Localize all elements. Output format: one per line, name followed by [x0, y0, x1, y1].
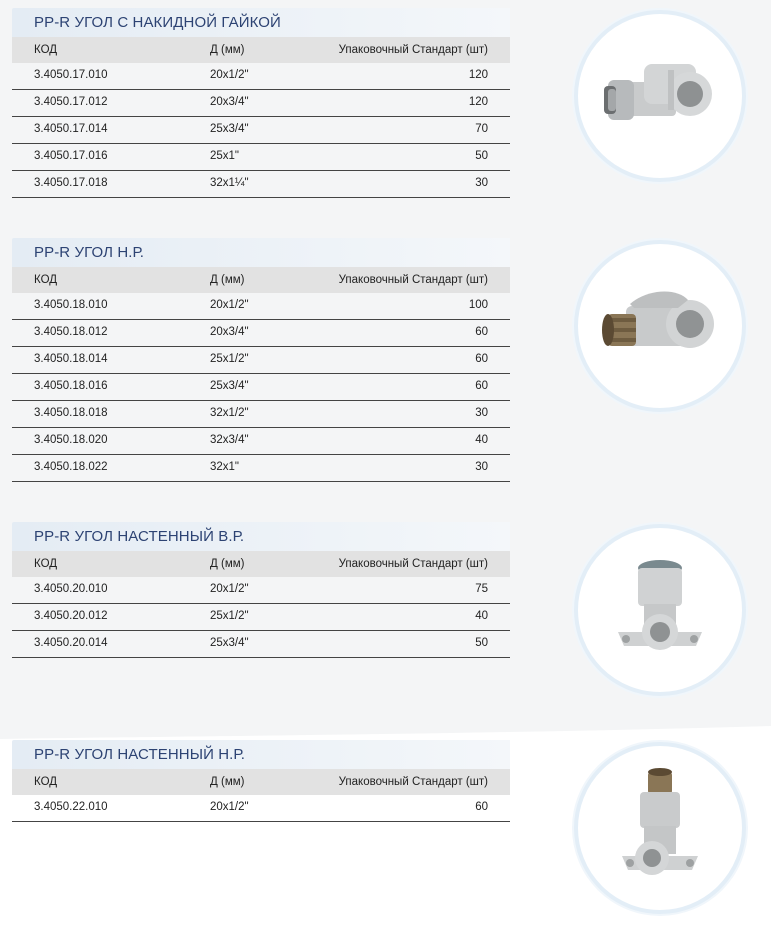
header-packaging: Упаковочный Стандарт (шт)	[338, 558, 488, 570]
section-elbow-male-thread	[12, 238, 510, 482]
header-code: КОД	[34, 274, 58, 286]
cell-packaging: 30	[475, 177, 488, 189]
table-row	[12, 117, 510, 144]
table-row	[12, 795, 510, 822]
table-row	[12, 428, 510, 455]
header-dimension: Д (мм)	[210, 274, 245, 286]
table-row	[12, 171, 510, 198]
cell-dimension: 20x1/2"	[210, 299, 249, 311]
cell-code: 3.4050.17.018	[34, 177, 108, 189]
cell-packaging: 50	[475, 150, 488, 162]
cell-packaging: 50	[475, 637, 488, 649]
wall-elbow-female-thread-fitting-icon	[578, 528, 742, 692]
elbow-union-nut-fitting-image	[574, 10, 746, 182]
cell-dimension: 25x3/4"	[210, 123, 249, 135]
cell-code: 3.4050.18.012	[34, 326, 108, 338]
cell-dimension: 20x3/4"	[210, 326, 249, 338]
table-row	[12, 90, 510, 117]
table-row	[12, 401, 510, 428]
cell-packaging: 100	[468, 299, 488, 311]
table-row	[12, 320, 510, 347]
cell-code: 3.4050.20.012	[34, 610, 108, 622]
cell-dimension: 25x1"	[210, 150, 240, 162]
cell-dimension: 20x1/2"	[210, 801, 249, 813]
cell-dimension: 25x1/2"	[210, 353, 249, 365]
table-row	[12, 604, 510, 631]
cell-packaging: 60	[475, 353, 488, 365]
section-title: PP-R УГОЛ С НАКИДНОЙ ГАЙКОЙ	[12, 8, 510, 37]
elbow-union-nut-fitting-icon	[578, 14, 742, 178]
cell-dimension: 32x3/4"	[210, 434, 249, 446]
elbow-male-thread-fitting-image	[574, 240, 746, 412]
cell-packaging: 75	[475, 583, 488, 595]
cell-dimension: 20x3/4"	[210, 96, 249, 108]
cell-code: 3.4050.18.016	[34, 380, 108, 392]
cell-code: 3.4050.18.014	[34, 353, 108, 365]
cell-packaging: 60	[475, 380, 488, 392]
cell-dimension: 25x3/4"	[210, 637, 249, 649]
section-wall-elbow-male-thread	[12, 740, 510, 822]
header-packaging: Упаковочный Стандарт (шт)	[338, 776, 488, 788]
table-header	[12, 769, 510, 795]
cell-packaging: 30	[475, 461, 488, 473]
cell-code: 3.4050.22.010	[34, 801, 108, 813]
cell-code: 3.4050.20.014	[34, 637, 108, 649]
header-code: КОД	[34, 776, 58, 788]
section-title: PP-R УГОЛ Н.Р.	[12, 238, 510, 267]
cell-code: 3.4050.17.010	[34, 69, 108, 81]
cell-dimension: 20x1/2"	[210, 69, 249, 81]
cell-code: 3.4050.17.012	[34, 96, 108, 108]
header-code: КОД	[34, 44, 58, 56]
cell-packaging: 120	[468, 96, 488, 108]
elbow-male-thread-fitting-icon	[578, 244, 742, 408]
table-row	[12, 293, 510, 320]
section-wall-elbow-female-thread	[12, 522, 510, 658]
cell-code: 3.4050.18.018	[34, 407, 108, 419]
header-packaging: Упаковочный Стандарт (шт)	[338, 44, 488, 56]
cell-code: 3.4050.17.014	[34, 123, 108, 135]
cell-dimension: 32x1"	[210, 461, 240, 473]
wall-elbow-male-thread-fitting-icon	[578, 746, 742, 910]
cell-packaging: 60	[475, 801, 488, 813]
cell-code: 3.4050.18.010	[34, 299, 108, 311]
table-header	[12, 551, 510, 577]
header-code: КОД	[34, 558, 58, 570]
table-header	[12, 267, 510, 293]
cell-dimension: 20x1/2"	[210, 583, 249, 595]
cell-packaging: 70	[475, 123, 488, 135]
table-row	[12, 577, 510, 604]
cell-code: 3.4050.20.010	[34, 583, 108, 595]
section-elbow-union-nut	[12, 8, 510, 198]
cell-packaging: 60	[475, 326, 488, 338]
cell-code: 3.4050.18.022	[34, 461, 108, 473]
header-dimension: Д (мм)	[210, 558, 245, 570]
cell-dimension: 25x3/4"	[210, 380, 249, 392]
cell-code: 3.4050.18.020	[34, 434, 108, 446]
header-dimension: Д (мм)	[210, 776, 245, 788]
cell-packaging: 40	[475, 610, 488, 622]
table-row	[12, 631, 510, 658]
cell-code: 3.4050.17.016	[34, 150, 108, 162]
cell-packaging: 30	[475, 407, 488, 419]
cell-dimension: 32x1/2"	[210, 407, 249, 419]
cell-packaging: 120	[468, 69, 488, 81]
cell-packaging: 40	[475, 434, 488, 446]
wall-elbow-male-thread-fitting-image	[574, 742, 746, 914]
table-row	[12, 347, 510, 374]
table-row	[12, 144, 510, 171]
table-row	[12, 374, 510, 401]
cell-dimension: 32x1¼"	[210, 177, 249, 189]
header-packaging: Упаковочный Стандарт (шт)	[338, 274, 488, 286]
table-header	[12, 37, 510, 63]
wall-elbow-female-thread-fitting-image	[574, 524, 746, 696]
cell-dimension: 25x1/2"	[210, 610, 249, 622]
section-title: PP-R УГОЛ НАСТЕННЫЙ В.Р.	[12, 522, 510, 551]
section-title: PP-R УГОЛ НАСТЕННЫЙ Н.Р.	[12, 740, 510, 769]
header-dimension: Д (мм)	[210, 44, 245, 56]
table-row	[12, 455, 510, 482]
table-row	[12, 63, 510, 90]
